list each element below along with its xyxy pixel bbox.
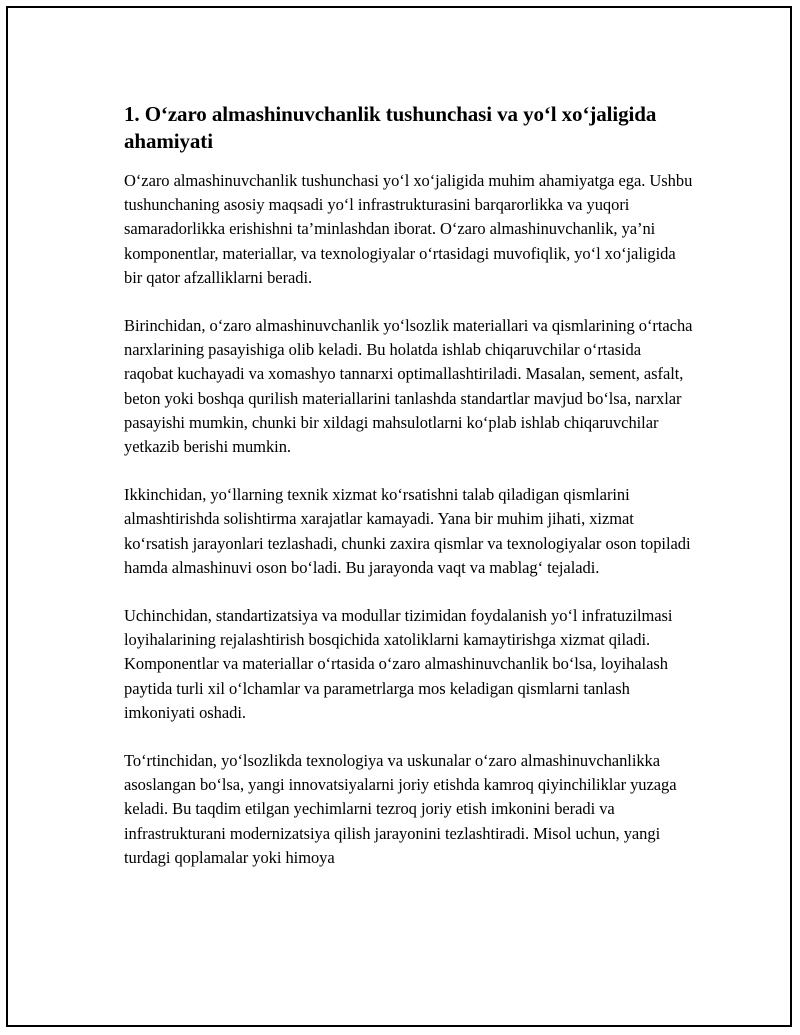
- paragraph-fourth: To‘rtinchidan, yo‘lsozlikda texnologiya va uskunalar o‘zaro almashinuvchanlikka asoslangan bo‘lsa, yangi innovatsiyalarni joriy etishda kamroq qiyinchiliklar yuzaga keladi. Bu taqdim etilgan yechimlarni tezroq joriy etish imkonini beradi va infrastrukturani modernizatsiya qilish jarayonini tezlashtiradi. Misol uchun, yangi turdagi qoplamalar yoki himoya: [124, 751, 677, 867]
- paragraph-first: Birinchidan, o‘zaro almashinuvchanlik yo‘lsozlik materiallari va qismlarining o‘rtacha narxlarining pasayishiga olib keladi. Bu holatda ishlab chiqaruvchilar o‘rtasida raqobat kuchayadi va xomashyo tannarxi optimallashtiriladi. Masalan, sement, asfalt, beton yoki boshqa qurilish materiallarini tanlashda standartlar mavjud bo‘lsa, narxlar pasayishi mumkin, chunki bir xildagi mahsulotlarni ko‘plab ishlab chiqaruvchilar yetkazib berishi mumkin.: [124, 316, 693, 457]
- document-body: [124, 101, 694, 894]
- paragraph-intro: O‘zaro almashinuvchanlik tushunchasi yo‘l xo‘jaligida muhim ahamiyatga ega. Ushbu tushunchaning asosiy maqsadi yo‘l infrastrukturasini barqarorlikka va yuqori samaradorlikka erishishni ta’minlashdan iborat. O‘zaro almashinuvchanlik, ya’ni komponentlar, materiallar, va texnologiyalar o‘rtasidagi muvofiqlik, yo‘l xo‘jaligida bir qator afzalliklarni beradi.: [124, 171, 693, 287]
- paragraph-second: Ikkinchidan, yo‘llarning texnik xizmat ko‘rsatishni talab qiladigan qismlarini almashtirishda solishtirma xarajatlar kamayadi. Yana bir muhim jihati, xizmat ko‘rsatish jarayonlari tezlashadi, chunki zaxira qismlar va texnologiyalar oson topiladi hamda almashinuvi oson bo‘ladi. Bu jarayonda vaqt va mablag‘ tejaladi.: [124, 485, 691, 577]
- page-frame: [6, 6, 792, 1027]
- section-heading: 1. O‘zaro almashinuvchanlik tushunchasi va yo‘l xo‘jaligida ahamiyati: [124, 102, 657, 153]
- paragraph-third: Uchinchidan, standartizatsiya va modullar tizimidan foydalanish yo‘l infratuzilmasi loyihalarining rejalashtirish bosqichida xatoliklarni kamaytirishga xizmat qiladi. Komponentlar va materiallar o‘rtasida o‘zaro almashinuvchanlik bo‘lsa, loyihalash paytida turli xil o‘lchamlar va parametrlarga mos keladigan qismlarni tanlash imkoniyati oshadi.: [124, 606, 673, 722]
